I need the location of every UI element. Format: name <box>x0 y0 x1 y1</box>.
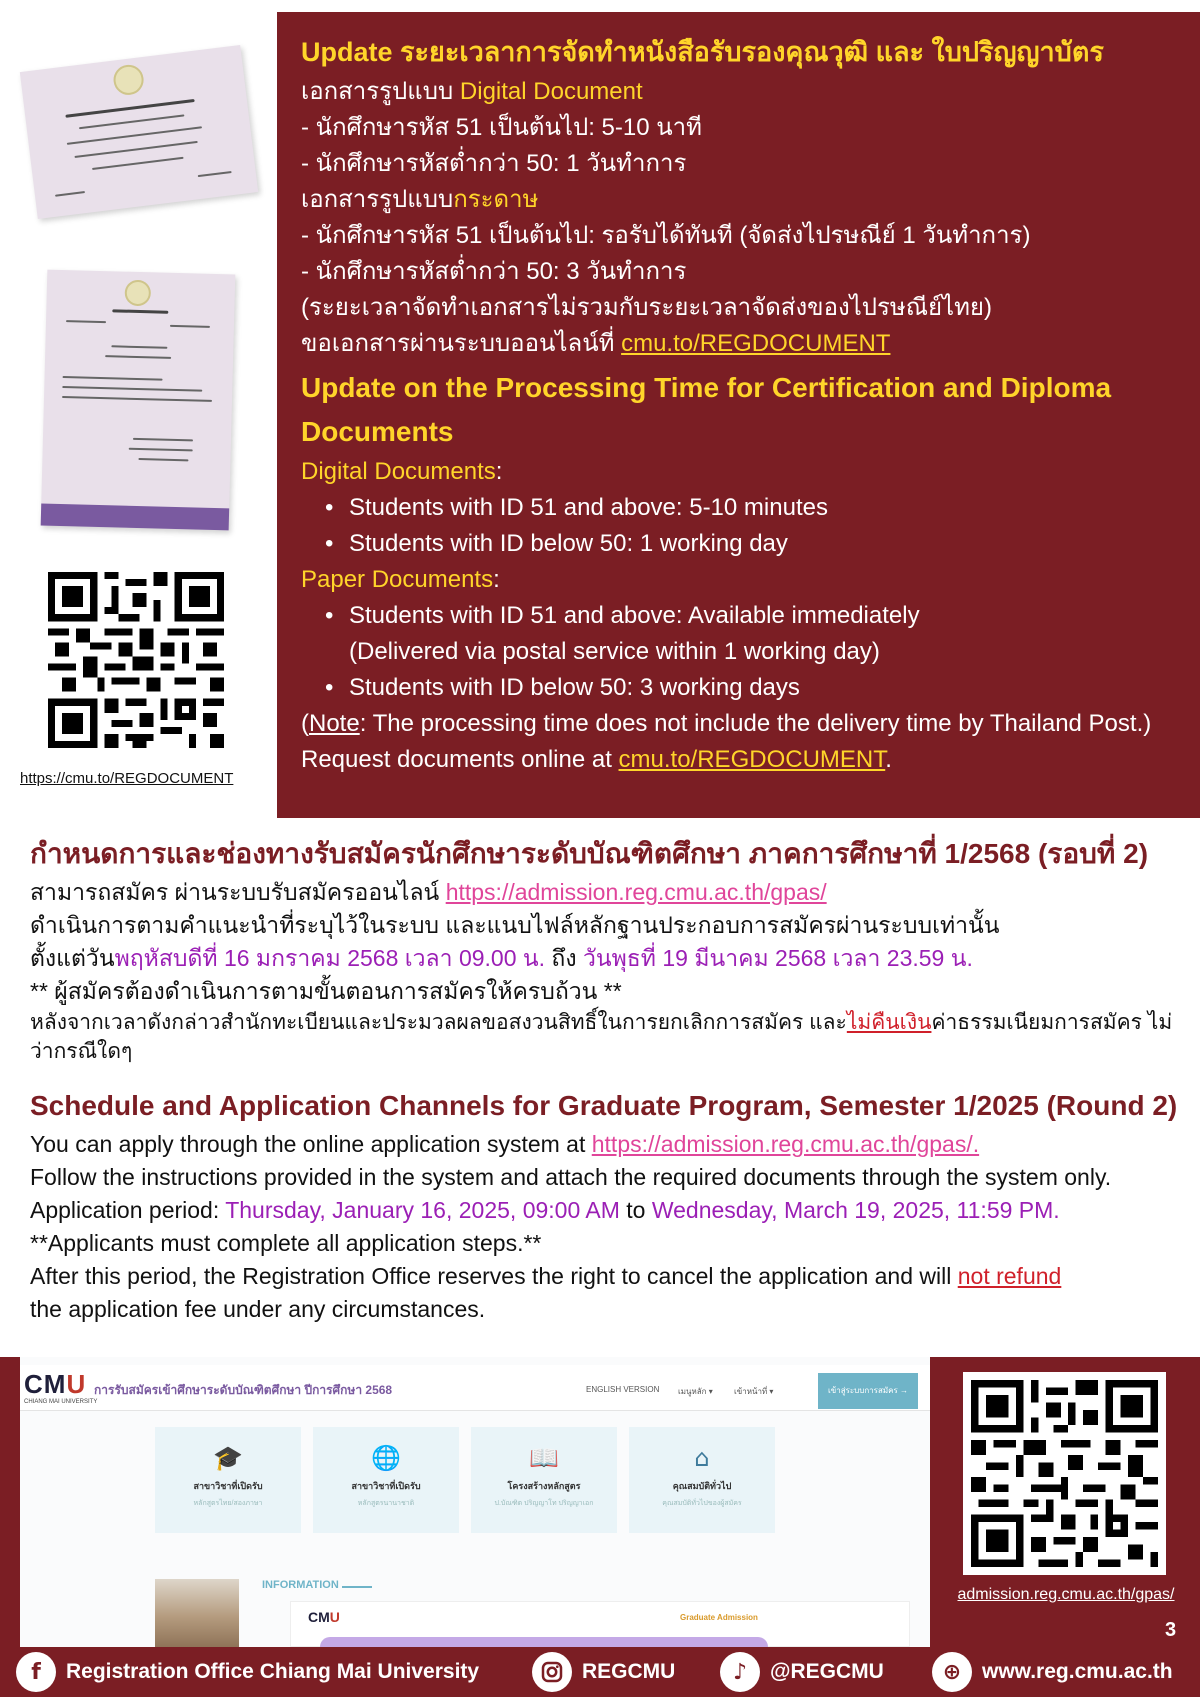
english-update-title: Update on the Processing Time for Certification and Diploma Documents <box>301 372 1112 448</box>
instagram-label: REGCMU <box>582 1660 676 1683</box>
admission-schedule-section <box>30 832 1180 1326</box>
english-admission-link[interactable]: https://admission.reg.cmu.ac.th/gpas/. <box>591 1131 980 1157</box>
website-title: การรับสมัครเข้าศึกษาระดับบัณฑิตศึกษา ปีการศึกษา 2568 <box>94 1383 393 1397</box>
program-card: ⌂ คุณสมบัติทั่วไป คุณสมบัติทั่วไปของผู้สมัคร <box>629 1427 775 1533</box>
illustration-column <box>0 0 277 822</box>
tiktok-icon: ♪ <box>720 1652 760 1692</box>
globe-icon: ⊕ <box>932 1652 972 1692</box>
english-version-link: ENGLISH VERSION <box>586 1385 660 1394</box>
thai-admission-warning: ** ผู้สมัครต้องดำเนินการตามขั้นตอนการสมัครให้ครบถ้วน ** <box>30 978 622 1004</box>
banner-title-bar <box>320 1637 768 1647</box>
thai-update-title: Update ระยะเวลาการจัดทำหนังสือรับรองคุณวุฒิ และ ใบปริญญาบัตร <box>301 37 1104 67</box>
list-item: • Students with ID 51 and above: 5-10 minutes <box>325 494 828 522</box>
english-admission-title: Schedule and Application Channels for Graduate Program, Semester 1/2025 (Round 2) <box>30 1090 1178 1121</box>
english-digital-list <box>301 490 1176 562</box>
facebook-label: Registration Office Chiang Mai University <box>66 1660 480 1683</box>
thai-admission-title: กำหนดการและช่องทางรับสมัครนักศึกษาระดับบัณฑิตศึกษา ภาคการศึกษาที่ 1/2568 (รอบที่ 2) <box>30 838 1149 869</box>
staff-menu-link: เข้าหน้าที่ ▾ <box>734 1387 774 1396</box>
website-label: www.reg.cmu.ac.th <box>982 1660 1173 1683</box>
english-admission-refund-note: the application fee under any circumstances. <box>30 1296 486 1322</box>
home-icon: ⌂ <box>694 1444 710 1472</box>
thai-digital-line: - นักศึกษารหัสต่ำกว่า 50: 1 วันทำการ <box>301 150 687 178</box>
website-link[interactable] <box>932 1652 1173 1692</box>
instagram-link[interactable] <box>532 1652 675 1692</box>
thai-paper-heading: เอกสารรูปแบบกระดาษ <box>301 186 539 214</box>
admission-website-section <box>0 1357 1200 1647</box>
cmu-logo: CMU <box>308 1609 340 1625</box>
program-card: 📖 โครงสร้างหลักสูตร ป.บัณฑิต ปริญญาโท ปริญญาเอก <box>471 1427 617 1533</box>
gpas-qr-code[interactable] <box>963 1372 1166 1575</box>
regdocument-qr-code[interactable] <box>48 572 224 748</box>
english-paper-list <box>301 598 1176 706</box>
website-screenshot <box>20 1357 930 1647</box>
regdocument-link[interactable]: https://cmu.to/REGDOCUMENT <box>20 770 234 787</box>
list-item: • Students with ID below 50: 3 working days <box>325 674 800 702</box>
facebook-icon: f <box>16 1652 56 1692</box>
thai-request-line: ขอเอกสารผ่านระบบออนไลน์ที่ cmu.to/REGDOCUMENT <box>301 330 891 358</box>
tiktok-label: @REGCMU <box>770 1660 884 1683</box>
english-admission-refund-note: After this period, the Registration Office reserves the right to cancel the application and will not refund <box>30 1263 1062 1289</box>
english-admission-period: Application period: Thursday, January 16, 2025, 09:00 AM to Wednesday, March 19, 2025, 11:59 PM. <box>30 1197 1060 1223</box>
website-navbar <box>20 1365 930 1411</box>
thai-note: (ระยะเวลาจัดทำเอกสารไม่รวมกับระยะเวลาจัดส่งของไปรษณีย์ไทย) <box>301 294 992 322</box>
thai-admission-refund-note: หลังจากเวลาดังกล่าวสำนักทะเบียนและประมวลผลขอสงวนสิทธิ์ในการยกเลิกการสมัคร และไม่คืนเงินค่าธรรมเนียมการสมัคร ไม่ว่ากรณีใดๆ <box>30 1011 1173 1063</box>
login-button: เข้าสู่ระบบการสมัคร → <box>818 1373 918 1409</box>
thai-admission-line: ดำเนินการตามคำแนะนำที่ระบุไว้ในระบบ และแนบไฟล์หลักฐานประกอบการสมัครผ่านระบบเท่านั้น <box>30 912 1000 938</box>
thai-paper-line: - นักศึกษารหัสต่ำกว่า 50: 3 วันทำการ <box>301 258 687 286</box>
english-admission-warning: **Applicants must complete all application steps.** <box>30 1230 542 1256</box>
cmu-logo: CMU <box>24 1369 87 1399</box>
instagram-icon <box>532 1652 572 1692</box>
program-card: 🌐 สาขาวิชาที่เปิดรับ หลักสูตรนานาชาติ <box>313 1427 459 1533</box>
program-card: 🎓 สาขาวิชาที่เปิดรับ หลักสูตรไทย/สองภาษา <box>155 1427 301 1533</box>
update-info-panel <box>277 12 1200 818</box>
globe-icon: 🌐 <box>371 1444 401 1472</box>
facebook-link[interactable] <box>16 1652 479 1692</box>
english-request-line: Request documents online at cmu.to/REGDOCUMENT. <box>301 746 892 774</box>
list-item: • Students with ID 51 and above: Available immediately (Delivered via postal service within 1 working day) <box>325 602 920 666</box>
thai-request-link[interactable]: cmu.to/REGDOCUMENT <box>621 330 891 358</box>
list-item: • Students with ID below 50: 1 working day <box>325 530 788 558</box>
graduate-admission-logo: Graduate Admission <box>680 1613 758 1622</box>
diploma-illustration <box>41 270 236 531</box>
tiktok-link[interactable] <box>720 1652 884 1692</box>
english-admission-line: You can apply through the online application system at https://admission.reg.cmu.ac.th/gpas/. <box>30 1131 980 1157</box>
campus-photo <box>155 1579 239 1647</box>
information-heading: INFORMATION <box>262 1579 339 1591</box>
thai-paper-line: - นักศึกษารหัส 51 เป็นต้นไป: รอรับได้ทันที (จัดส่งไปรษณีย์ 1 วันทำการ) <box>301 222 1031 250</box>
certificate-illustration <box>20 45 258 219</box>
english-paper-heading: Paper Documents: <box>301 566 500 594</box>
english-admission-line: Follow the instructions provided in the system and attach the required documents through the system only. <box>30 1164 1112 1190</box>
thai-admission-period: ตั้งแต่วันพฤหัสบดีที่ 16 มกราคม 2568 เวลา 09.00 น. ถึง วันพุธที่ 19 มีนาคม 2568 เวลา 23.59 น. <box>30 945 973 971</box>
thai-admission-link[interactable]: https://admission.reg.cmu.ac.th/gpas/ <box>445 879 827 905</box>
page-number: 3 <box>1165 1619 1177 1641</box>
english-note: (Note: The processing time does not include the delivery time by Thailand Post.) <box>301 710 1152 738</box>
footer <box>0 1647 1200 1697</box>
book-icon: 📖 <box>529 1444 559 1472</box>
cmu-logo-subtitle: CHIANG MAI UNIVERSITY <box>24 1399 98 1405</box>
graduation-cap-icon: 🎓 <box>213 1444 243 1472</box>
gpas-link[interactable]: admission.reg.cmu.ac.th/gpas/ <box>957 1586 1175 1603</box>
thai-digital-line: - นักศึกษารหัส 51 เป็นต้นไป: 5-10 นาที <box>301 114 702 142</box>
thai-digital-heading: เอกสารรูปแบบ Digital Document <box>301 78 643 106</box>
english-digital-heading: Digital Documents: <box>301 458 503 486</box>
processing-time-section <box>0 0 1200 822</box>
thai-admission-line: สามารถสมัคร ผ่านระบบรับสมัครออนไลน์ https://admission.reg.cmu.ac.th/gpas/ <box>30 879 827 905</box>
main-menu-link: เมนูหลัก ▾ <box>678 1387 713 1396</box>
english-request-link[interactable]: cmu.to/REGDOCUMENT <box>618 746 886 774</box>
